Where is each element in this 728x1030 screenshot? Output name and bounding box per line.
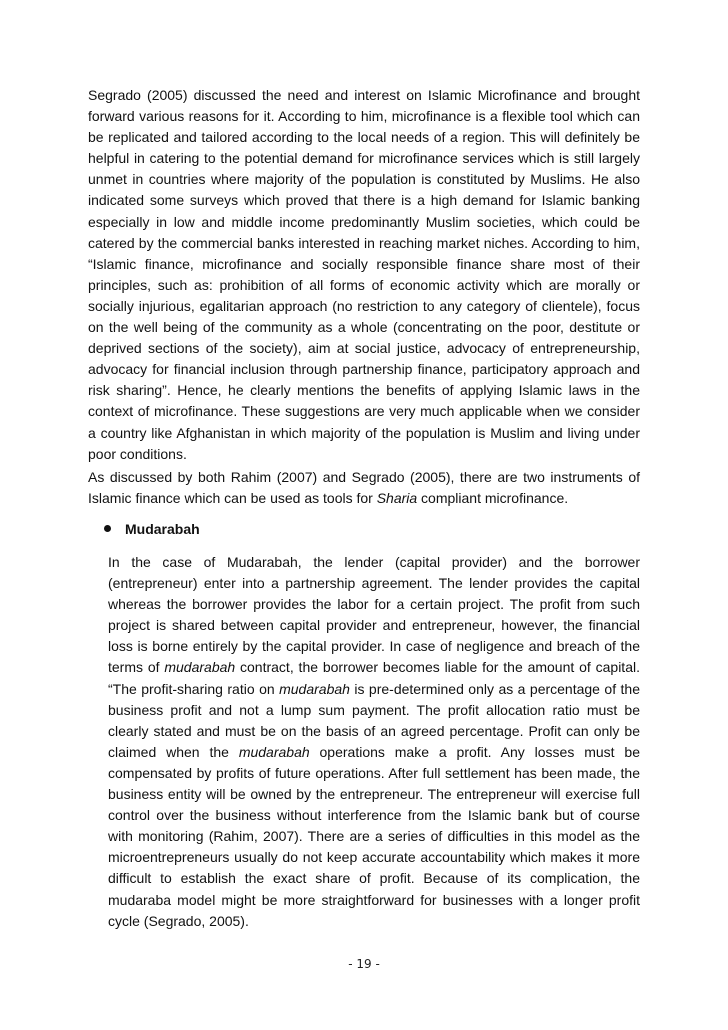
italic-term: mudarabah	[279, 680, 350, 697]
italic-term: mudarabah	[238, 743, 310, 760]
paragraph-mudarabah	[108, 552, 640, 932]
bullet-heading: Mudarabah	[125, 521, 200, 537]
paragraph-instruments	[88, 467, 640, 509]
italic-term: Sharia	[376, 490, 418, 507]
bullet-dot-icon	[104, 525, 111, 532]
page-number: - 19 -	[348, 957, 380, 971]
paragraph-segrado	[88, 85, 640, 465]
bullet-mudarabah	[104, 519, 200, 540]
text-run: Segrado (2005) discussed the need and interest on Islamic Microfinance and brought forward various reasons for it. According to him, microfinance is a flexible tool which can be replicated and tailored according to the local needs of a region. This will definitely be helpful in catering to the potential demand for microfinance services which is still largely unmet in countries where majority of the population is constituted by Muslims. He also indicated some surveys which proved that there is a high demand for Islamic banking especially in low and middle income predominantly Muslim societies, which could be catered by the commercial banks interested in reaching market niches. According to him, “Islamic finance, microfinance and socially responsible finance share most of their principles, such as: prohibition of all forms of economic activity which are morally or socially injurious, egalitarian approach (no restriction to any category of clientele), focus on the well being of the community as a whole (concentrating on the poor, destitute or deprived sections of the society), aim at social justice, advocacy of entrepreneurship, advocacy for financial inclusion through partnership finance, participatory approach and risk sharing”. Hence, he clearly mentions the benefits of applying Islamic laws in the context of microfinance. These suggestions are very much applicable when we consider a country like Afghanistan in which majority of the population is Muslim and living under poor conditions.	[88, 87, 640, 462]
italic-term: mudarabah	[164, 659, 236, 676]
text-run: contract, the borrower becomes liable for the amount of capital. “The profit-sharing ratio on	[108, 659, 640, 697]
text-run: In the case of Mudarabah, the lender (capital provider) and the borrower (entrepreneur) enter into a partnership agreement. The lender provides the capital whereas the borrower provides the labor for a certain project. The profit from such project is shared between capital provider and entrepreneur, however, the financial loss is borne entirely by the capital provider. In case of negligence and breach of the terms of	[108, 554, 640, 676]
text-run: operations make a profit. Any losses must be compensated by profits of future operations. After full settlement has been made, the business entity will be owned by the entrepreneur. The entrepreneur will exercise full control over the business without interference from the Islamic bank but of course with monitoring (Rahim, 2007). There are a series of difficulties in this model as the microentrepreneurs usually do not keep accurate accountability which makes it more difficult to establish the exact share of profit. Because of its complication, the mudaraba model might be more straightforward for businesses with a longer profit cycle (Segrado, 2005).	[108, 743, 641, 929]
text-run: As discussed by both Rahim (2007) and Segrado (2005), there are two instruments of Islamic finance which can be used as tools for	[88, 469, 640, 507]
text-run: is pre-determined only as a percentage of the business profit and not a lump sum payment. The profit allocation ratio must be clearly stated and must be on the basis of an agreed percentage. Profit can only be claimed when the	[108, 680, 640, 760]
text-run: compliant microfinance.	[417, 490, 569, 507]
